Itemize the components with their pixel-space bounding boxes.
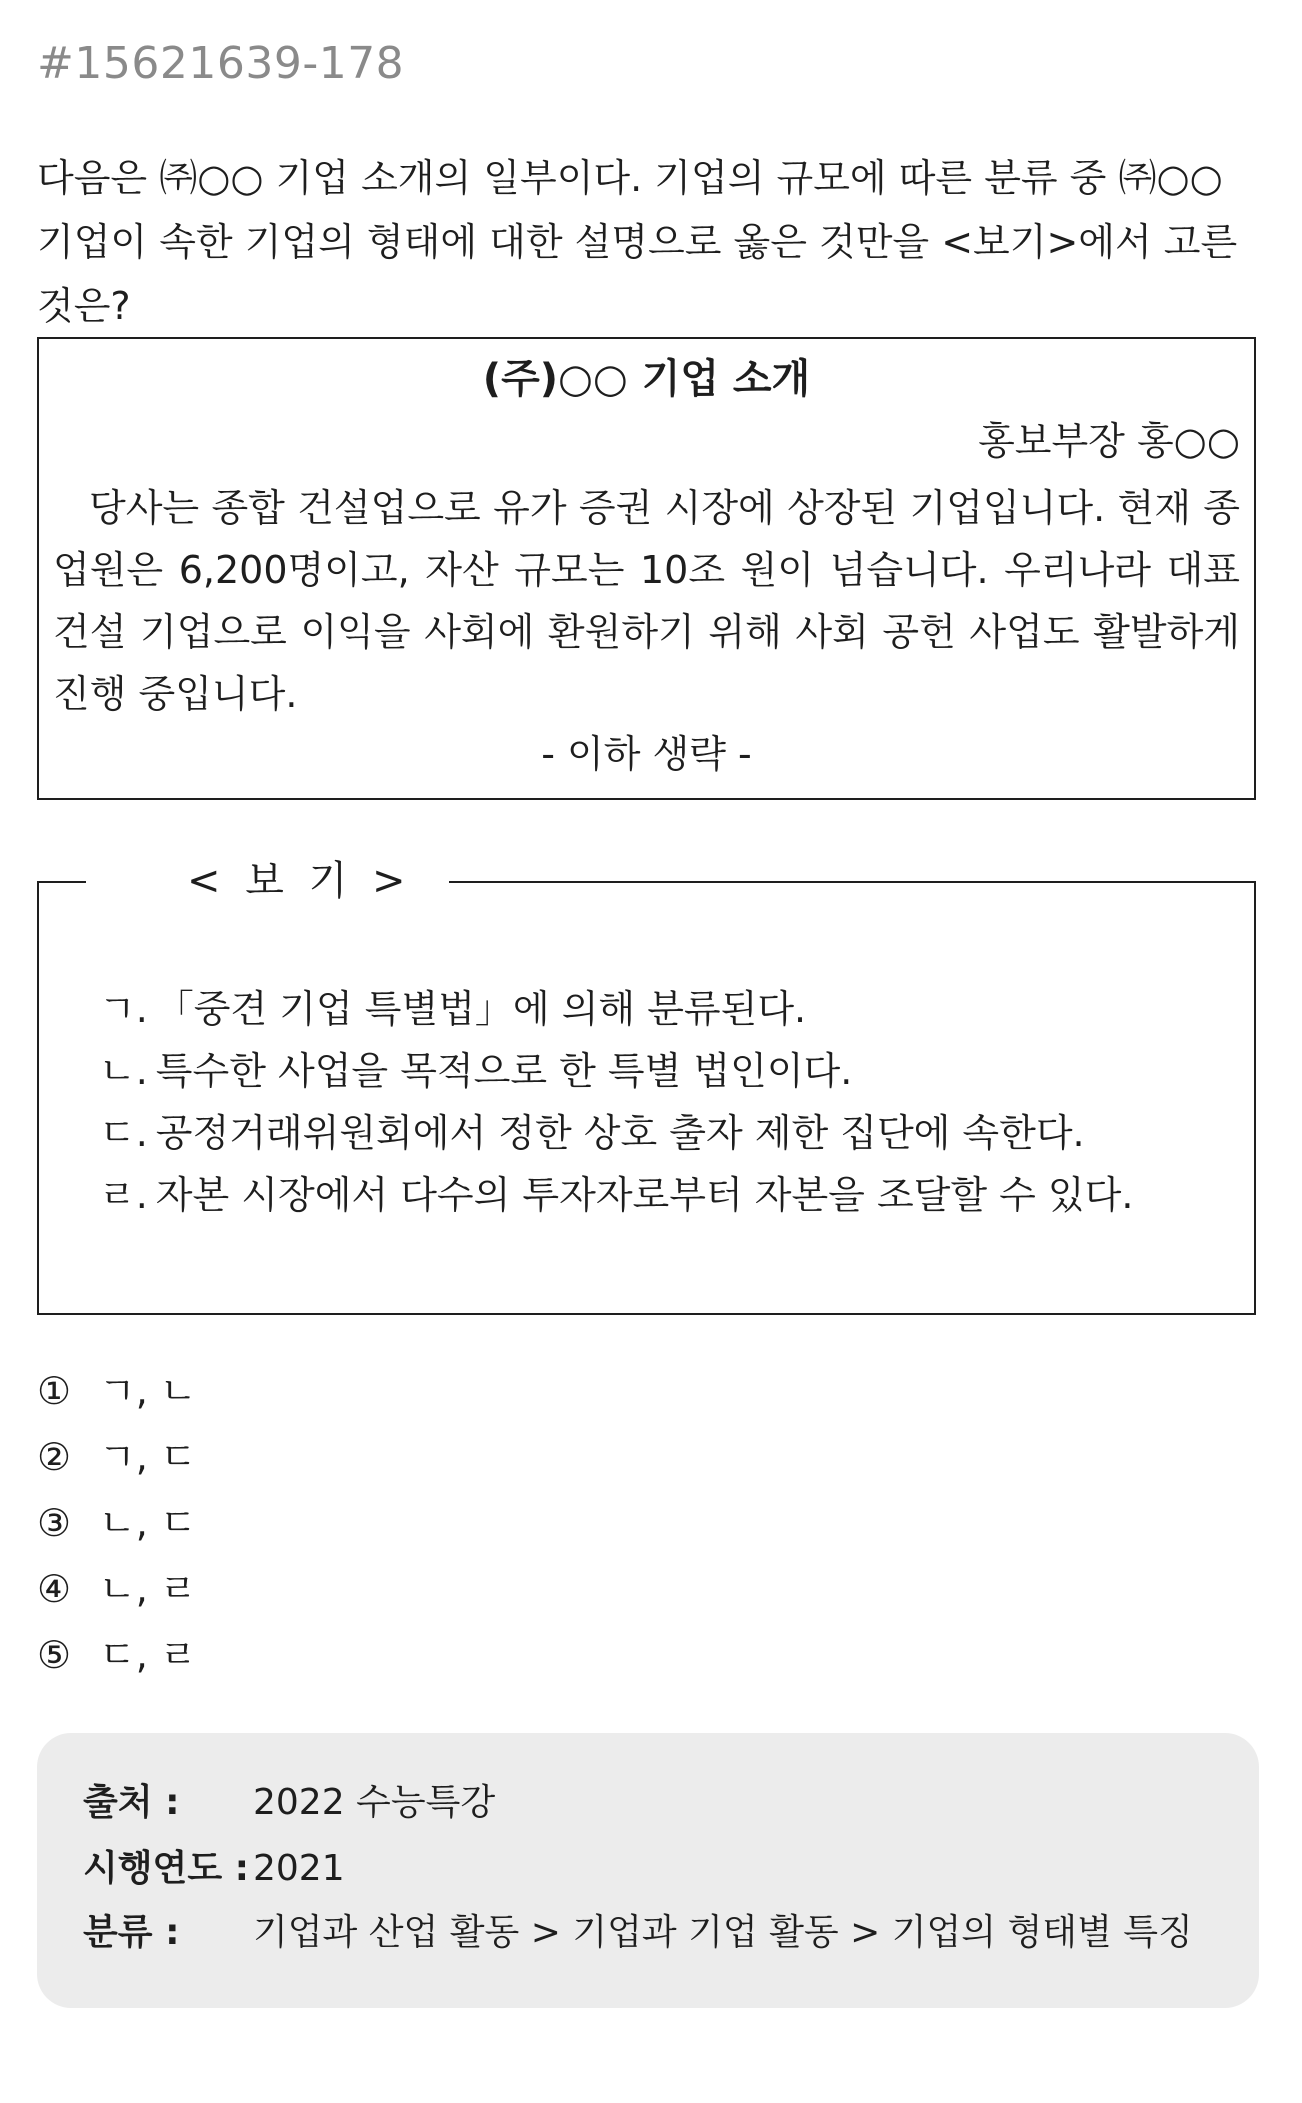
bogi-item-mark: ㄹ. [99,1173,148,1217]
source-label: 출처 : [83,1782,180,1823]
choice-number: ③ [37,1501,72,1545]
choice-text: ㄷ, ㄹ [99,1633,197,1677]
bogi-border-right-segment [449,881,1254,883]
company-intro-box [37,337,1256,800]
bogi-item [99,978,1133,1040]
bogi-item [99,1164,1133,1226]
choice-text: ㄴ, ㄷ [99,1501,197,1545]
intro-ending: - 이하 생략 - [541,732,752,776]
answer-choice-5[interactable] [37,1622,197,1688]
choice-number: ⑤ [37,1633,72,1677]
bogi-item-mark: ㄴ. [99,1049,148,1093]
answer-choices [37,1358,197,1688]
bogi-item-text: 특수한 사업을 목적으로 한 특별 법인이다. [155,1049,853,1093]
info-row-year [83,1845,345,1893]
bogi-box [37,858,1256,1315]
intro-body: 당사는 종합 건설업으로 유가 증권 시장에 상장된 기업입니다. 현재 종업원은 6,200명이고, 자산 규모는 10조 원이 넘습니다. 우리나라 대표 건설 기업으로 이익을 사회에 환원하기 위해 사회 공헌 사업도 활발하게 진행 중입니다. [53,486,1240,716]
intro-title: (주)○○ 기업 소개 [482,356,811,402]
category-value: 기업과 산업 활동 > 기업과 기업 활동 > 기업의 형태별 특징 [253,1912,1193,1953]
question-id: #15621639-178 [37,38,405,89]
bogi-item-mark: ㄷ. [99,1111,148,1155]
intro-author: 홍보부장 홍○○ [978,419,1240,463]
bogi-item-mark: ㄱ. [99,987,148,1031]
info-row-category [83,1909,1193,1957]
choice-number: ② [37,1435,72,1479]
choice-number: ① [37,1369,72,1413]
source-value: 2022 수능특강 [253,1782,496,1823]
bogi-border-left-segment [39,881,86,883]
bogi-title: < 보 기 > [187,858,412,904]
bogi-item-text: 공정거래위원회에서 정한 상호 출자 제한 집단에 속한다. [155,1111,1085,1155]
info-row-source [83,1779,495,1827]
answer-choice-4[interactable] [37,1556,197,1622]
bogi-item [99,1102,1133,1164]
answer-choice-1[interactable] [37,1358,197,1424]
choice-text: ㄴ, ㄹ [99,1567,197,1611]
choice-number: ④ [37,1567,72,1611]
bogi-item [99,1040,1133,1102]
bogi-item-text: 자본 시장에서 다수의 투자자로부터 자본을 조달할 수 있다. [155,1173,1134,1217]
choice-text: ㄱ, ㄴ [99,1369,197,1413]
answer-choice-3[interactable] [37,1490,197,1556]
year-label: 시행연도 : [83,1848,250,1889]
answer-choice-2[interactable] [37,1424,197,1490]
question-info-card [37,1733,1259,2008]
year-value: 2021 [253,1848,345,1889]
bogi-list [99,978,1133,1226]
choice-text: ㄱ, ㄷ [99,1435,197,1479]
question-text: 다음은 ㈜○○ 기업 소개의 일부이다. 기업의 규모에 따른 분류 중 ㈜○○ 기업이 속한 기업의 형태에 대한 설명으로 옳은 것만을 <보기>에서 고른 것은? [37,156,1238,328]
category-label: 분류 : [83,1912,180,1953]
bogi-item-text: 「중견 기업 특별법」에 의해 분류된다. [155,987,807,1031]
